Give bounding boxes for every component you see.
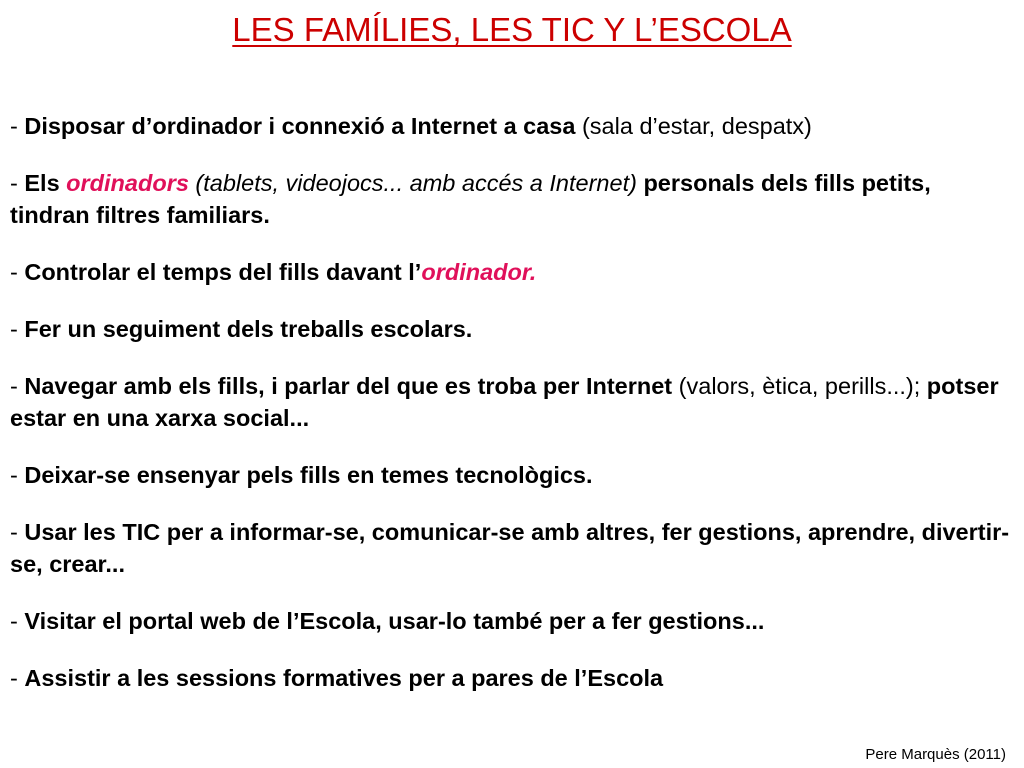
bullet-bold-text: Visitar el portal web de l’Escola, usar-lo també per a fer gestions... bbox=[24, 608, 765, 634]
bullet-bold-text: Els bbox=[24, 170, 67, 196]
bullet-bold-text: Usar les TIC per a informar-se, comunicar-se amb altres, fer gestions, aprendre, divertir-se, crear... bbox=[10, 519, 1010, 577]
bullet-highlight-text: ordinadors bbox=[66, 170, 189, 196]
bullet-bold-text: potser estar en una xarxa social... bbox=[10, 373, 999, 431]
bullet-bold-text: Deixar-se ensenyar pels fills en temes tecnològics. bbox=[24, 462, 593, 488]
bullet-bold-text: personals dels fills petits, tindran filtres familiars. bbox=[10, 170, 931, 228]
bullet-highlight-text: ordinador. bbox=[421, 259, 537, 285]
bullet-item-training-sessions bbox=[10, 662, 1014, 694]
bullet-item-school-work bbox=[10, 313, 1014, 345]
bullet-plain-text: (sala d’estar, despatx) bbox=[575, 113, 812, 139]
bullet-italic-text: (tablets, videojocs... amb accés a Internet) bbox=[188, 170, 644, 196]
bullet-item-computer-at-home bbox=[10, 110, 1014, 142]
bullet-item-browse-together bbox=[10, 370, 1014, 434]
bullet-bold-text: Assistir a les sessions formatives per a pares de l’Escola bbox=[24, 665, 664, 691]
bullet-list bbox=[10, 110, 1014, 719]
bullet-bold-text: Fer un seguiment dels treballs escolars. bbox=[24, 316, 473, 342]
bullet-item-visit-portal bbox=[10, 605, 1014, 637]
bullet-dash: - bbox=[10, 519, 25, 545]
bullet-dash: - bbox=[10, 665, 25, 691]
bullet-dash: - bbox=[10, 373, 25, 399]
bullet-item-learn-from-children bbox=[10, 459, 1014, 491]
bullet-dash: - bbox=[10, 316, 25, 342]
bullet-dash: - bbox=[10, 170, 25, 196]
bullet-item-use-ict bbox=[10, 516, 1014, 580]
bullet-item-control-time bbox=[10, 256, 1014, 288]
bullet-dash: - bbox=[10, 259, 25, 285]
bullet-bold-text: Controlar el temps del fills davant l’ bbox=[24, 259, 422, 285]
bullet-dash: - bbox=[10, 462, 25, 488]
slide-title: LES FAMÍLIES, LES TIC Y L’ESCOLA bbox=[232, 11, 792, 48]
bullet-bold-text: Disposar d’ordinador i connexió a Internet a casa bbox=[24, 113, 576, 139]
author-credit: Pere Marquès (2011) bbox=[865, 746, 1006, 763]
bullet-plain-text: (valors, ètica, perills...); bbox=[672, 373, 927, 399]
bullet-dash: - bbox=[10, 608, 25, 634]
bullet-dash: - bbox=[10, 113, 25, 139]
bullet-bold-text: Navegar amb els fills, i parlar del que es troba per Internet bbox=[24, 373, 673, 399]
bullet-item-personal-computers bbox=[10, 167, 1014, 231]
